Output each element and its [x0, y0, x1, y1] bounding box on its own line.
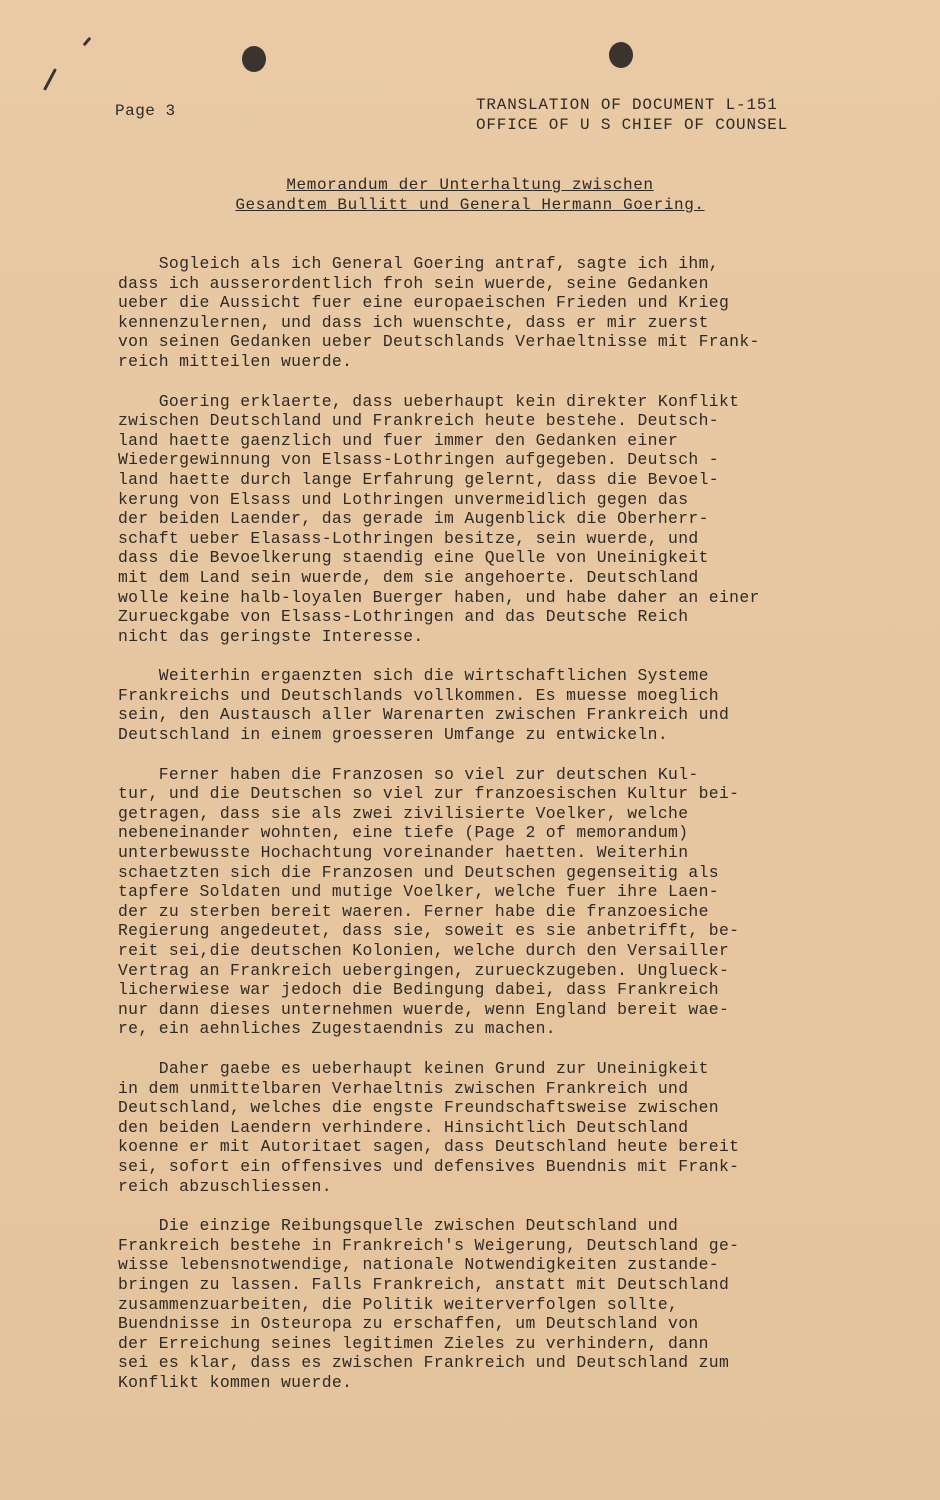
paragraph: [118, 1216, 858, 1392]
paragraph: [118, 666, 858, 744]
text-line: schaetzten sich die Franzosen und Deutschen gegenseitig als: [118, 862, 719, 882]
text-line: der Erreichung seines legitimen Zieles zu verhindern, dann: [118, 1333, 709, 1353]
text-line: Deutschland, welches die engste Freundschaftsweise zwischen: [118, 1098, 719, 1118]
text-line: wisse lebensnotwendige, nationale Notwendigkeiten zustande-: [118, 1255, 719, 1275]
text-line: tur, und die Deutschen so viel zur franzoesischen Kultur bei-: [118, 784, 740, 804]
text-line: Buendnisse in Osteuropa zu erschaffen, um Deutschland von: [118, 1314, 699, 1334]
text-line: dass die Bevoelkerung staendig eine Quelle von Uneinigkeit: [118, 548, 709, 568]
text-line: Ferner haben die Franzosen so viel zur deutschen Kul-: [118, 764, 699, 784]
text-line: Deutschland in einem groesseren Umfange zu entwickeln.: [118, 725, 669, 745]
text-line: Weiterhin ergaenzten sich die wirtschaftlichen Systeme: [118, 666, 709, 686]
text-line: Wiedergewinnung von Elsass-Lothringen aufgegeben. Deutsch -: [118, 450, 719, 470]
text-line: sei es klar, dass es zwischen Frankreich und Deutschland zum: [118, 1353, 730, 1373]
paragraph: [118, 1059, 858, 1196]
text-line: schaft ueber Elasass-Lothringen besitze, sein wuerde, und: [118, 528, 699, 548]
text-line: den beiden Laendern verhindere. Hinsichtlich Deutschland: [118, 1117, 689, 1137]
text-line: Goering erklaerte, dass ueberhaupt kein direkter Konflikt: [118, 391, 740, 411]
pencil-mark: [83, 37, 92, 47]
text-line: kennenzulernen, und dass ich wuenschte, dass er mir zuerst: [118, 312, 709, 332]
text-line: Sogleich als ich General Goering antraf, sagte ich ihm,: [118, 254, 719, 273]
text-line: zusammenzuarbeiten, die Politik weiterverfolgen sollte,: [118, 1294, 679, 1314]
memo-title-line1: Memorandum der Unterhaltung zwischen: [286, 176, 654, 194]
text-line: von seinen Gedanken ueber Deutschlands Verhaeltnisse mit Frank-: [118, 332, 760, 352]
text-line: nebeneinander wohnten, eine tiefe (Page 2 of memorandum): [118, 823, 689, 843]
text-line: sein, den Austausch aller Warenarten zwischen Frankreich und: [118, 705, 730, 725]
memo-body: [118, 254, 858, 1412]
text-line: Regierung angedeutet, dass sie, soweit es sie anbetrifft, be-: [118, 921, 740, 941]
text-line: dass ich ausserordentlich froh sein wuerde, seine Gedanken: [118, 273, 709, 293]
text-line: Frankreich bestehe in Frankreich's Weigerung, Deutschland ge-: [118, 1235, 740, 1255]
text-line: der zu sterben bereit waeren. Ferner habe die franzoesiche: [118, 901, 709, 921]
text-line: der beiden Laender, das gerade im Augenblick die Oberherr-: [118, 509, 709, 529]
text-line: land haette durch lange Erfahrung gelernt, dass die Bevoel-: [118, 469, 719, 489]
text-line: reich mitteilen wuerde.: [118, 351, 353, 371]
text-line: nicht das geringste Interesse.: [118, 626, 424, 646]
paragraph: [118, 392, 858, 647]
text-line: nur dann dieses unternehmen wuerde, wenn England bereit wae-: [118, 999, 730, 1019]
text-line: tapfere Soldaten und mutige Voelker, welche fuer ihre Laen-: [118, 882, 719, 902]
text-line: kerung von Elsass und Lothringen unvermeidlich gegen das: [118, 489, 689, 509]
text-line: koenne er mit Autoritaet sagen, dass Deutschland heute bereit: [118, 1137, 740, 1157]
text-line: mit dem Land sein wuerde, dem sie angehoerte. Deutschland: [118, 567, 699, 587]
pencil-mark: [43, 68, 57, 91]
text-line: getragen, dass sie als zwei zivilisierte Voelker, welche: [118, 803, 689, 823]
text-line: land haette gaenzlich und fuer immer den Gedanken einer: [118, 430, 679, 450]
text-line: ueber die Aussicht fuer eine europaeischen Frieden und Krieg: [118, 293, 730, 313]
text-line: sei, sofort ein offensives und defensives Buendnis mit Frank-: [118, 1156, 740, 1176]
page-label: Page 3: [115, 102, 176, 120]
paragraph: [118, 765, 858, 1039]
text-line: in dem unmittelbaren Verhaeltnis zwischen Frankreich und: [118, 1078, 689, 1098]
text-line: re, ein aehnliches Zugestaendnis zu machen.: [118, 1019, 556, 1039]
memo-title-line2: Gesandtem Bullitt und General Hermann Goering.: [235, 196, 705, 214]
paragraph: [118, 254, 858, 372]
text-line: bringen zu lassen. Falls Frankreich, anstatt mit Deutschland: [118, 1274, 730, 1294]
text-line: Die einzige Reibungsquelle zwischen Deutschland und: [118, 1216, 679, 1236]
text-line: reich abzuschliessen.: [118, 1176, 332, 1196]
text-line: Vertrag an Frankreich uebergingen, zurueckzugeben. Unglueck-: [118, 960, 730, 980]
punch-hole-right: [609, 42, 633, 68]
text-line: unterbewusste Hochachtung voreinander haetten. Weiterhin: [118, 843, 689, 863]
text-line: Daher gaebe es ueberhaupt keinen Grund zur Uneinigkeit: [118, 1058, 709, 1078]
text-line: Frankreichs und Deutschlands vollkommen. Es muesse moeglich: [118, 685, 719, 705]
text-line: zwischen Deutschland und Frankreich heute bestehe. Deutsch-: [118, 411, 719, 431]
text-line: wolle keine halb-loyalen Buerger haben, und habe daher an einer: [118, 587, 760, 607]
text-line: Konflikt kommen wuerde.: [118, 1372, 353, 1392]
header-office: OFFICE OF U S CHIEF OF COUNSEL: [476, 116, 789, 134]
text-line: licherwiese war jedoch die Bedingung dabei, dass Frankreich: [118, 980, 719, 1000]
text-line: Zurueckgabe von Elsass-Lothringen and das Deutsche Reich: [118, 607, 689, 627]
header-translation: TRANSLATION OF DOCUMENT L-151: [476, 96, 778, 114]
punch-hole-left: [242, 46, 266, 72]
text-line: reit sei,die deutschen Kolonien, welche durch den Versailler: [118, 941, 730, 960]
